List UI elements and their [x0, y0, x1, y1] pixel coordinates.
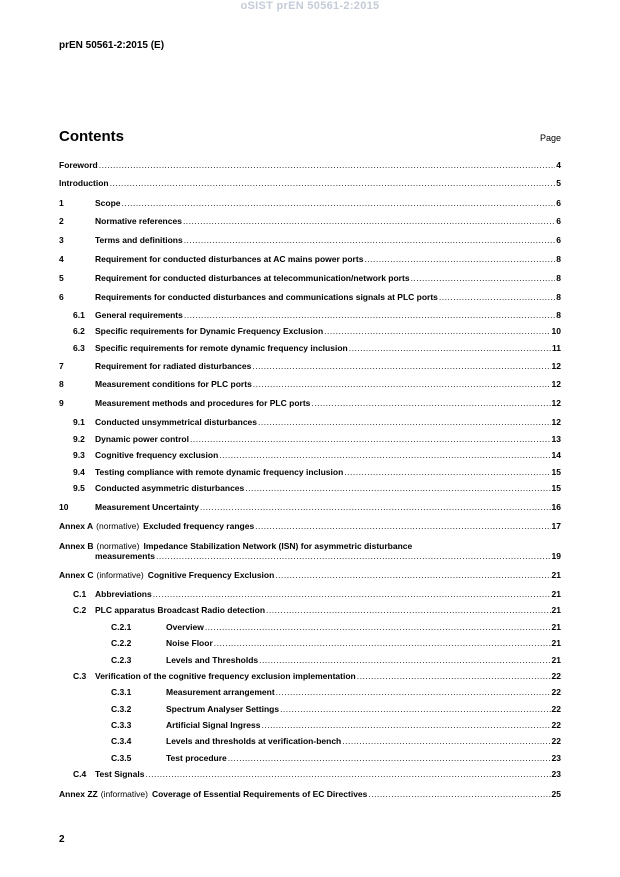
dot-leader	[200, 502, 551, 512]
toc-entry-page: 8	[556, 254, 561, 264]
toc-entry[interactable]	[59, 483, 561, 493]
dot-leader	[219, 450, 550, 460]
toc-entry-number: 6.3	[73, 343, 85, 353]
toc-entry-page: 12	[551, 361, 561, 371]
toc-entry-number: 9	[59, 398, 64, 408]
toc-entry-number: C.2.3	[111, 655, 132, 665]
toc-entry-page: 16	[551, 502, 561, 512]
toc-entry[interactable]	[59, 605, 561, 615]
toc-entry[interactable]	[59, 361, 561, 371]
toc-entry-page: 25	[551, 789, 561, 799]
annex-type: (normative)	[96, 541, 140, 551]
dot-leader	[228, 753, 551, 763]
toc-entry-title: Conducted unsymmetrical disturbances	[95, 417, 258, 427]
toc-entry[interactable]	[59, 687, 561, 697]
toc-annex-entry[interactable]	[59, 789, 561, 799]
toc-entry-page: 21	[551, 589, 561, 599]
toc-entry-title: Foreword	[59, 160, 98, 170]
annex-label: Annex C	[59, 570, 94, 580]
dot-leader	[276, 687, 551, 697]
dot-leader	[324, 326, 550, 336]
annex-title: Coverage of Essential Requirements of EC Directives	[151, 789, 368, 799]
toc-entry-page: 12	[551, 417, 561, 427]
toc-entry-title: Artificial Signal Ingress	[166, 720, 261, 730]
toc-entry-title: Levels and thresholds at verification-bench	[166, 736, 342, 746]
toc-entry[interactable]	[59, 160, 561, 170]
annex-label: Annex B	[59, 541, 94, 551]
annex-title-continued: measurements	[95, 551, 156, 561]
toc-entry-page: 15	[551, 483, 561, 493]
toc-entry-title: Dynamic power control	[95, 434, 189, 444]
toc-entry-page: 21	[551, 570, 561, 580]
toc-entry-page: 23	[551, 753, 561, 763]
toc-entry-number: 6	[59, 292, 64, 302]
toc-entry-title: Requirement for radiated disturbances	[95, 361, 252, 371]
toc-entry-title: Requirement for conducted disturbances at telecommunication/network ports	[95, 273, 410, 283]
toc-entry[interactable]	[59, 235, 561, 245]
toc-entry-number: 9.4	[73, 467, 85, 477]
toc-entry-page: 11	[552, 343, 561, 353]
toc-entry-number: 8	[59, 379, 64, 389]
page-number: 2	[59, 834, 65, 845]
toc-entry[interactable]	[59, 467, 561, 477]
dot-leader	[253, 379, 551, 389]
toc-entry-number: 6.1	[73, 310, 85, 320]
toc-entry-number: C.3.1	[111, 687, 132, 697]
toc-entry-page: 15	[551, 467, 561, 477]
dot-leader	[411, 273, 556, 283]
toc-entry-page: 21	[551, 655, 561, 665]
toc-entry-title: Overview	[166, 622, 204, 632]
toc-entry-page: 23	[551, 769, 561, 779]
toc-entry-page: 21	[551, 605, 561, 615]
toc-entry-page: 8	[556, 292, 561, 302]
toc-entry[interactable]	[59, 379, 561, 389]
toc-annex-entry[interactable]	[59, 570, 561, 580]
dot-leader	[275, 570, 550, 580]
toc-entry[interactable]	[59, 326, 561, 336]
toc-entry[interactable]	[59, 753, 561, 763]
annex-type: (normative)	[96, 521, 140, 531]
annex-label: Annex A	[59, 521, 94, 531]
dot-leader	[368, 789, 550, 799]
toc-entry-number: 4	[59, 254, 64, 264]
toc-entry-page: 21	[551, 622, 561, 632]
toc-entry-title: Requirements for conducted disturbances and communications signals at PLC ports	[95, 292, 438, 302]
toc-entry[interactable]	[59, 450, 561, 460]
watermark: oSIST prEN 50561-2:2015	[240, 0, 380, 12]
dot-leader	[190, 434, 551, 444]
toc-entry-title: Test procedure	[166, 753, 227, 763]
toc-entry-title: Cognitive frequency exclusion	[95, 450, 219, 460]
toc-entry-title: Specific requirements for Dynamic Frequency Exclusion	[95, 326, 324, 336]
toc-entry-title: Test Signals	[95, 769, 145, 779]
toc-entry-title: Specific requirements for remote dynamic frequency inclusion	[95, 343, 348, 353]
dot-leader	[261, 720, 550, 730]
toc-entry-number: 7	[59, 361, 64, 371]
toc-entry[interactable]	[59, 292, 561, 302]
toc-entry-title: Abbreviations	[95, 589, 152, 599]
toc-entry-page: 10	[551, 326, 561, 336]
dot-leader	[205, 622, 551, 632]
toc-entry-title: Measurement conditions for PLC ports	[95, 379, 252, 389]
annex-title: Impedance Stabilization Network (ISN) for asymmetric disturbance	[143, 541, 413, 551]
toc-entry-title: Terms and definitions	[95, 235, 183, 245]
toc-entry-title: General requirements	[95, 310, 183, 320]
dot-leader	[255, 521, 550, 531]
toc-entry-page: 19	[551, 551, 561, 561]
toc-entry-title: Spectrum Analyser Settings	[166, 704, 280, 714]
page-column-label: Page	[539, 133, 561, 143]
dot-leader	[364, 254, 555, 264]
toc-entry[interactable]	[59, 622, 561, 632]
toc-entry-number: C.3.4	[111, 736, 132, 746]
toc-entry-page: 6	[556, 235, 561, 245]
toc-entry[interactable]	[59, 216, 561, 226]
dot-leader	[311, 398, 550, 408]
toc-entry-page: 8	[556, 310, 561, 320]
toc-entry-number: C.1	[73, 589, 87, 599]
toc-entry-number: 10	[59, 502, 69, 512]
dot-leader	[245, 483, 550, 493]
toc-entry-page: 4	[556, 160, 561, 170]
dot-leader	[259, 655, 550, 665]
annex-type: (informative)	[96, 570, 144, 580]
dot-leader	[258, 417, 551, 427]
toc-entry-page: 22	[551, 736, 561, 746]
toc-entry-number: C.3.3	[111, 720, 132, 730]
toc-annex-entry[interactable]	[59, 541, 561, 561]
dot-leader	[357, 671, 551, 681]
toc-entry-number: C.3.2	[111, 704, 132, 714]
dot-leader	[344, 467, 550, 477]
toc-entry[interactable]	[59, 769, 561, 779]
toc-entry[interactable]	[59, 720, 561, 730]
toc-entry[interactable]	[59, 736, 561, 746]
toc-entry-number: 5	[59, 273, 64, 283]
toc-entry-page: 5	[556, 178, 561, 188]
toc-entry-number: 9.3	[73, 450, 85, 460]
toc-entry[interactable]	[59, 638, 561, 648]
toc-entry[interactable]	[59, 273, 561, 283]
toc-entry-title: Requirement for conducted disturbances at AC mains power ports	[95, 254, 364, 264]
toc-entry-title: Noise Floor	[166, 638, 213, 648]
toc-entry-page: 6	[556, 216, 561, 226]
toc-entry-title: Levels and Thresholds	[166, 655, 259, 665]
contents-heading: Contents	[59, 128, 124, 145]
dot-leader	[439, 292, 555, 302]
toc-entry-page: 22	[551, 671, 561, 681]
toc-annex-entry[interactable]	[59, 521, 561, 531]
toc-entry-number: 2	[59, 216, 64, 226]
dot-leader	[184, 235, 556, 245]
toc-entry[interactable]	[59, 502, 561, 512]
toc-entry[interactable]	[59, 254, 561, 264]
dot-leader	[153, 589, 551, 599]
dot-leader	[349, 343, 551, 353]
toc-entry-number: 1	[59, 198, 64, 208]
dot-leader	[266, 605, 550, 615]
toc-entry-number: C.2.2	[111, 638, 132, 648]
toc-entry[interactable]	[59, 198, 561, 208]
toc-entry-page: 22	[551, 704, 561, 714]
toc-entry-page: 12	[551, 398, 561, 408]
toc-entry-title: Testing compliance with remote dynamic frequency inclusion	[95, 467, 344, 477]
annex-label: Annex ZZ	[59, 789, 98, 799]
toc-entry-page: 22	[551, 687, 561, 697]
dot-leader	[184, 310, 555, 320]
toc-entry-title: Measurement arrangement	[166, 687, 275, 697]
toc-entry[interactable]	[59, 417, 561, 427]
dot-leader	[122, 198, 556, 208]
toc-entry-number: C.3	[73, 671, 87, 681]
dot-leader	[145, 769, 550, 779]
dot-leader	[156, 551, 551, 561]
toc-entry-title: Verification of the cognitive frequency exclusion implementation	[95, 671, 356, 681]
toc-entry[interactable]	[59, 178, 561, 188]
toc-entry-page: 8	[556, 273, 561, 283]
toc-entry-page: 6	[556, 198, 561, 208]
toc-entry-number: C.2	[73, 605, 87, 615]
toc-entry-title: Conducted asymmetric disturbances	[95, 483, 245, 493]
toc-entry-number: C.4	[73, 769, 87, 779]
dot-leader	[99, 160, 556, 170]
annex-type: (informative)	[100, 789, 148, 799]
toc-entry[interactable]	[59, 589, 561, 599]
toc-entry-page: 21	[551, 638, 561, 648]
toc-entry[interactable]	[59, 704, 561, 714]
toc-entry-title: Scope	[95, 198, 121, 208]
toc-entry-number: C.2.1	[111, 622, 132, 632]
toc-entry-page: 12	[551, 379, 561, 389]
toc-entry-title: PLC apparatus Broadcast Radio detection	[95, 605, 266, 615]
annex-title: Cognitive Frequency Exclusion	[147, 570, 275, 580]
dot-leader	[252, 361, 550, 371]
toc-entry-page: 17	[551, 521, 561, 531]
dot-leader	[342, 736, 550, 746]
toc-entry[interactable]	[59, 310, 561, 320]
dot-leader	[110, 178, 556, 188]
dot-leader	[280, 704, 550, 714]
toc-entry-title: Measurement Uncertainty	[95, 502, 199, 512]
toc-entry-number: C.3.5	[111, 753, 132, 763]
toc-entry[interactable]	[59, 343, 561, 353]
toc-entry-title: Normative references	[95, 216, 182, 226]
toc-entry-number: 9.2	[73, 434, 85, 444]
dot-leader	[183, 216, 555, 226]
toc-entry[interactable]	[59, 434, 561, 444]
toc-entry-title: Introduction	[59, 178, 109, 188]
toc-entry-number: 9.5	[73, 483, 85, 493]
dot-leader	[214, 638, 551, 648]
toc-entry-page: 22	[551, 720, 561, 730]
toc-entry[interactable]	[59, 655, 561, 665]
toc-entry-page: 13	[551, 434, 561, 444]
toc-entry[interactable]	[59, 398, 561, 408]
toc-entry-page: 14	[551, 450, 561, 460]
toc-entry-number: 3	[59, 235, 64, 245]
toc-entry-title: Measurement methods and procedures for PLC ports	[95, 398, 311, 408]
annex-title: Excluded frequency ranges	[143, 521, 255, 531]
toc-entry-number: 6.2	[73, 326, 85, 336]
toc-entry[interactable]	[59, 671, 561, 681]
toc-entry-number: 9.1	[73, 417, 85, 427]
document-id: prEN 50561-2:2015 (E)	[59, 40, 165, 51]
